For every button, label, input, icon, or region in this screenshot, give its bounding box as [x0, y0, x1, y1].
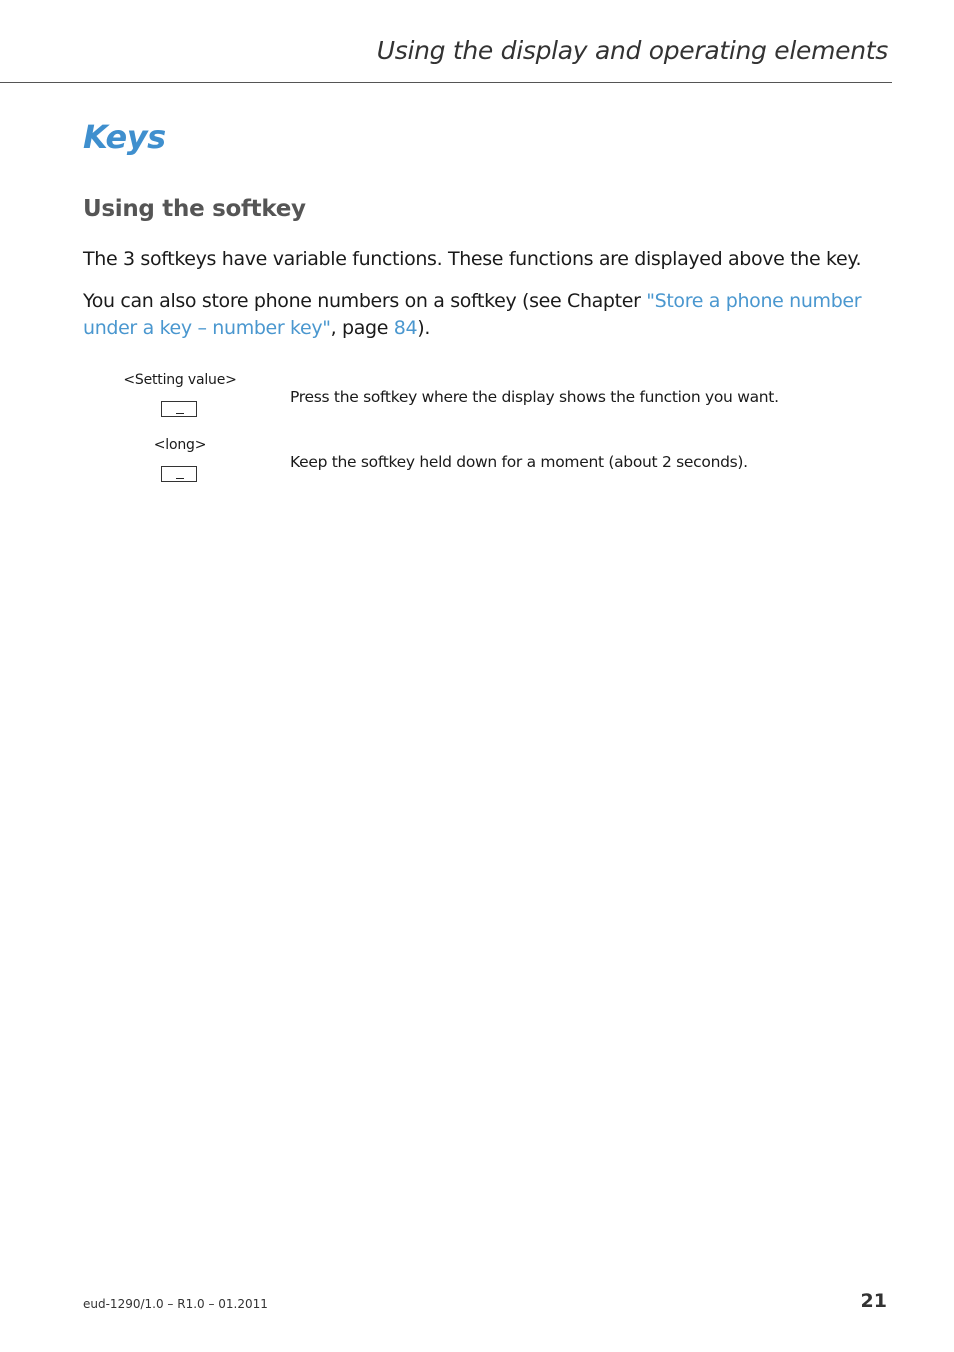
chapter-link-store-number[interactable]: "Store a phone number under a key – number key": [83, 290, 862, 339]
running-header: Using the display and operating elements: [376, 36, 888, 65]
softkey-icon: [161, 466, 197, 482]
step-label-long: <long>: [153, 437, 207, 453]
page-link-84[interactable]: 84: [393, 317, 418, 339]
intro-paragraph: [83, 246, 883, 273]
step-label-setting-value: <Setting value>: [123, 372, 237, 388]
section-title: Keys: [83, 118, 166, 156]
paragraph-text-middle: , page: [330, 317, 394, 339]
footer-page-number: 21: [860, 1290, 887, 1312]
paragraph-text-prefix: You can also store phone numbers on a softkey (see Chapter: [83, 290, 647, 312]
paragraph-text-suffix: ).: [417, 317, 431, 339]
step-text: Press the softkey where the display shows the function you want.: [290, 388, 779, 406]
step-text: Keep the softkey held down for a moment (about 2 seconds).: [290, 453, 748, 471]
softkey-icon: [161, 401, 197, 417]
subsection-title: Using the softkey: [83, 196, 306, 222]
footer-document-id: eud-1290/1.0 – R1.0 – 01.2011: [83, 1297, 268, 1311]
intro-text: The 3 softkeys have variable functions. These functions are displayed above the key.: [83, 248, 862, 270]
softkey-mark: [176, 413, 184, 414]
softkey-mark: [176, 478, 184, 479]
header-divider: [0, 82, 892, 83]
store-number-paragraph: [83, 288, 883, 342]
